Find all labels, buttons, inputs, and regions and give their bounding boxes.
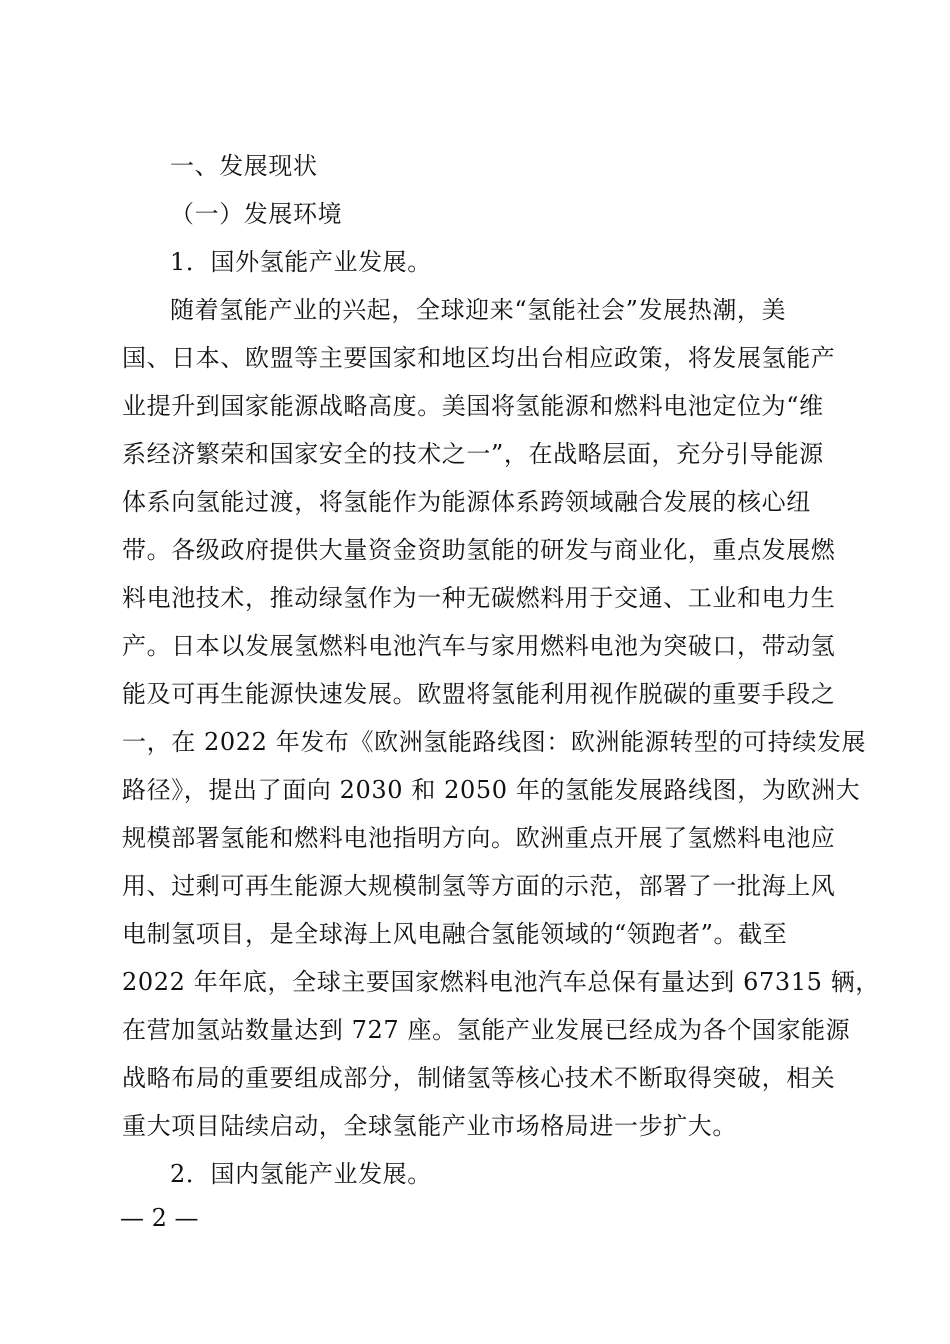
paragraph-line: 随着氢能产业的兴起，全球迎来“氢能社会”发展热潮，美: [170, 296, 787, 324]
paragraph-line: 2022 年年底，全球主要国家燃料电池汽车总保有量达到 67315 辆，: [122, 968, 880, 996]
paragraph-line: 战略布局的重要组成部分，制储氢等核心技术不断取得突破，相关: [122, 1064, 836, 1092]
page-number: — 2 —: [120, 1204, 199, 1232]
paragraph-line: 带。各级政府提供大量资金资助氢能的研发与商业化，重点发展燃: [122, 536, 836, 564]
paragraph-line: 业提升到国家能源战略高度。美国将氢能源和燃料电池定位为“维: [122, 392, 824, 420]
paragraph-line: 路径》，提出了面向 2030 和 2050 年的氢能发展路线图，为欧洲大: [122, 776, 861, 804]
paragraph-line: 系经济繁荣和国家安全的技术之一”，在战略层面，充分引导能源: [122, 440, 824, 468]
paragraph-line: 能及可再生能源快速发展。欧盟将氢能利用视作脱碳的重要手段之: [122, 680, 836, 708]
subsection-heading: （一）发展环境: [170, 200, 343, 228]
paragraph-line: 一，在 2022 年发布《欧洲氢能路线图：欧洲能源转型的可持续发展: [122, 728, 867, 756]
paragraph-line: 电制氢项目，是全球海上风电融合氢能领域的“领跑者”。截至: [122, 920, 788, 948]
section-heading: 一、发展现状: [170, 152, 318, 180]
paragraph-line: 用、过剩可再生能源大规模制氢等方面的示范，部署了一批海上风: [122, 872, 836, 900]
paragraph-line: 体系向氢能过渡，将氢能作为能源体系跨领域融合发展的核心纽: [122, 488, 811, 516]
item-heading: 1．国外氢能产业发展。: [170, 248, 432, 276]
paragraph-line: 料电池技术，推动绿氢作为一种无碳燃料用于交通、工业和电力生: [122, 584, 836, 612]
paragraph-line: 规模部署氢能和燃料电池指明方向。欧洲重点开展了氢燃料电池应: [122, 824, 836, 852]
item-heading: 2．国内氢能产业发展。: [170, 1160, 432, 1188]
paragraph-line: 在营加氢站数量达到 727 座。氢能产业发展已经成为各个国家能源: [122, 1016, 851, 1044]
paragraph-line: 国、日本、欧盟等主要国家和地区均出台相应政策，将发展氢能产: [122, 344, 836, 372]
paragraph-line: 重大项目陆续启动，全球氢能产业市场格局进一步扩大。: [122, 1112, 737, 1140]
paragraph-line: 产。日本以发展氢燃料电池汽车与家用燃料电池为突破口，带动氢: [122, 632, 836, 660]
